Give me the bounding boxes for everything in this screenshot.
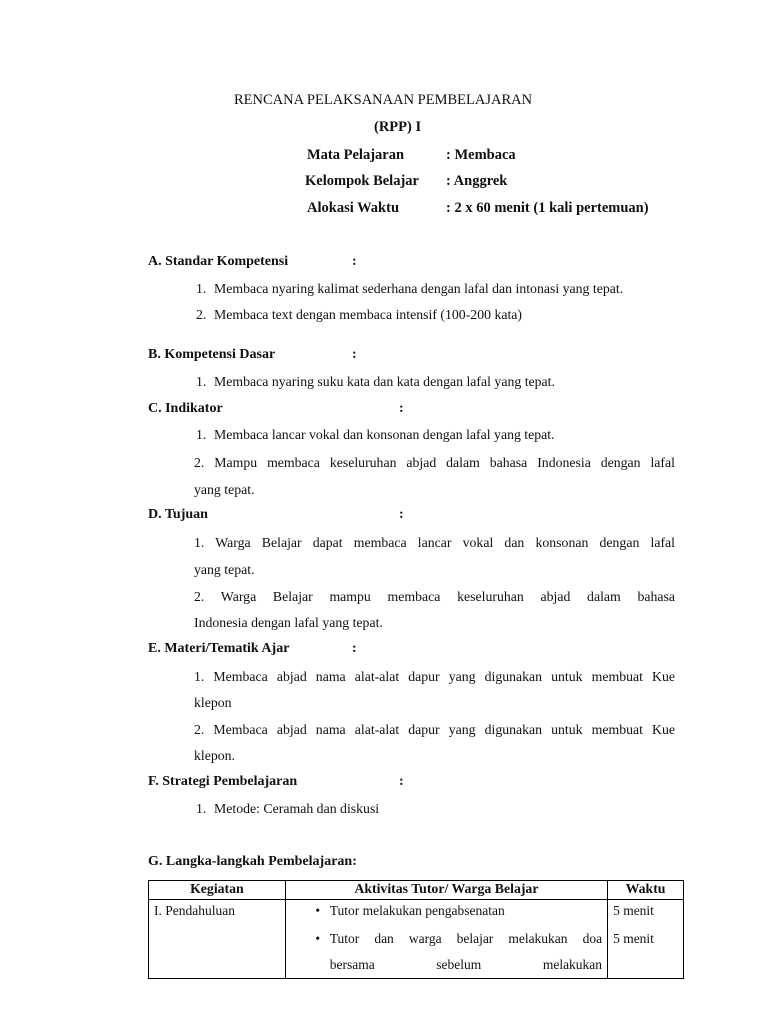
cell-kegiatan: I. Pendahuluan: [149, 900, 286, 979]
section-d-item-1-line-1: 1. Warga Belajar dapat membaca lancar vokal dan konsonan dengan lafal: [194, 535, 675, 550]
activity-text: Tutor dan warga belajar melakukan doa: [329, 931, 603, 946]
meta-value-mata-pelajaran: : Membaca: [446, 147, 516, 163]
bullet-icon: •: [315, 931, 321, 946]
meta-label-mata-pelajaran: Mata Pelajaran: [307, 147, 405, 163]
table-row: [149, 900, 684, 979]
section-c-item-2-line-1: 2. Mampu membaca keseluruhan abjad dalam bahasa Indonesia dengan lafal: [194, 455, 675, 470]
section-a-item: Membaca text dengan membaca intensif (100-200 kata): [214, 307, 523, 322]
section-d-item-2-line-2: Indonesia dengan lafal yang tepat.: [194, 615, 383, 630]
meta-value-kelompok-belajar: : Anggrek: [446, 173, 508, 189]
section-a-colon: :: [352, 254, 357, 269]
section-c-item-number: 1.: [196, 427, 207, 442]
section-b-item-number: 1.: [196, 374, 207, 389]
activity-bullet: [306, 926, 602, 952]
section-e-colon: :: [352, 641, 357, 656]
section-f-heading: F. Strategi Pembelajaran: [148, 774, 298, 789]
cell-aktivitas: [285, 900, 607, 979]
section-e-item-1-line-1: 1. Membaca abjad nama alat-alat dapur yang digunakan untuk membuat Kue: [194, 669, 675, 684]
document-title: RENCANA PELAKSANAAN PEMBELAJARAN: [234, 92, 533, 108]
section-e-heading: E. Materi/Tematik Ajar: [148, 641, 290, 656]
section-e-item-2-line-2: klepon.: [194, 748, 235, 763]
section-a-item: Membaca nyaring kalimat sederhana dengan lafal dan intonasi yang tepat.: [214, 281, 624, 296]
section-b-item: Membaca nyaring suku kata dan kata dengan lafal yang tepat.: [214, 374, 555, 389]
section-d-item-1-line-2: yang tepat.: [194, 562, 255, 577]
section-e-item-2-line-1: 2. Membaca abjad nama alat-alat dapur yang digunakan untuk membuat Kue: [194, 722, 675, 737]
column-header-aktivitas: Aktivitas Tutor/ Warga Belajar: [285, 881, 607, 900]
table-header-row: [149, 881, 684, 900]
activity-bullet: [306, 900, 602, 922]
activity-continuation: [306, 952, 602, 978]
meta-label-kelompok-belajar: Kelompok Belajar: [305, 173, 419, 189]
section-c-colon: :: [399, 401, 404, 416]
section-a-item-number: 2.: [196, 307, 207, 322]
section-d-colon: :: [399, 507, 404, 522]
section-f-item: Metode: Ceramah dan diskusi: [214, 801, 380, 816]
section-c-heading: C. Indikator: [148, 401, 223, 416]
learning-steps-table: [148, 880, 684, 979]
bullet-icon: •: [315, 903, 321, 918]
meta-label-alokasi-waktu: Alokasi Waktu: [307, 200, 400, 216]
activity-text: Tutor melakukan pengabsenatan: [329, 903, 505, 918]
section-c-item: Membaca lancar vokal dan konsonan dengan lafal yang tepat.: [214, 427, 555, 442]
section-d-item-2-line-1: 2. Warga Belajar mampu membaca keseluruhan abjad dalam bahasa: [194, 589, 675, 604]
meta-value-alokasi-waktu: : 2 x 60 menit (1 kali pertemuan): [446, 200, 649, 216]
section-b-colon: :: [352, 347, 357, 362]
section-d-heading: D. Tujuan: [148, 507, 208, 522]
section-f-colon: :: [399, 774, 404, 789]
section-a-item-number: 1.: [196, 281, 207, 296]
activity-text: bersama sebelum melakukan: [329, 957, 603, 972]
column-header-waktu: Waktu: [608, 881, 684, 900]
section-e-item-1-line-2: klepon: [194, 695, 232, 710]
section-b-heading: B. Kompetensi Dasar: [148, 347, 276, 362]
section-g-heading: G. Langka-langkah Pembelajaran:: [148, 854, 357, 869]
column-header-kegiatan: Kegiatan: [149, 881, 286, 900]
section-f-item-number: 1.: [196, 801, 207, 816]
waktu-value: 5 menit: [613, 931, 654, 946]
waktu-value: 5 menit: [613, 903, 654, 918]
cell-waktu: [608, 900, 684, 979]
document-subtitle: (RPP) I: [374, 119, 422, 135]
section-c-item-2-line-2: yang tepat.: [194, 482, 255, 497]
section-a-heading: A. Standar Kompetensi: [148, 254, 289, 269]
